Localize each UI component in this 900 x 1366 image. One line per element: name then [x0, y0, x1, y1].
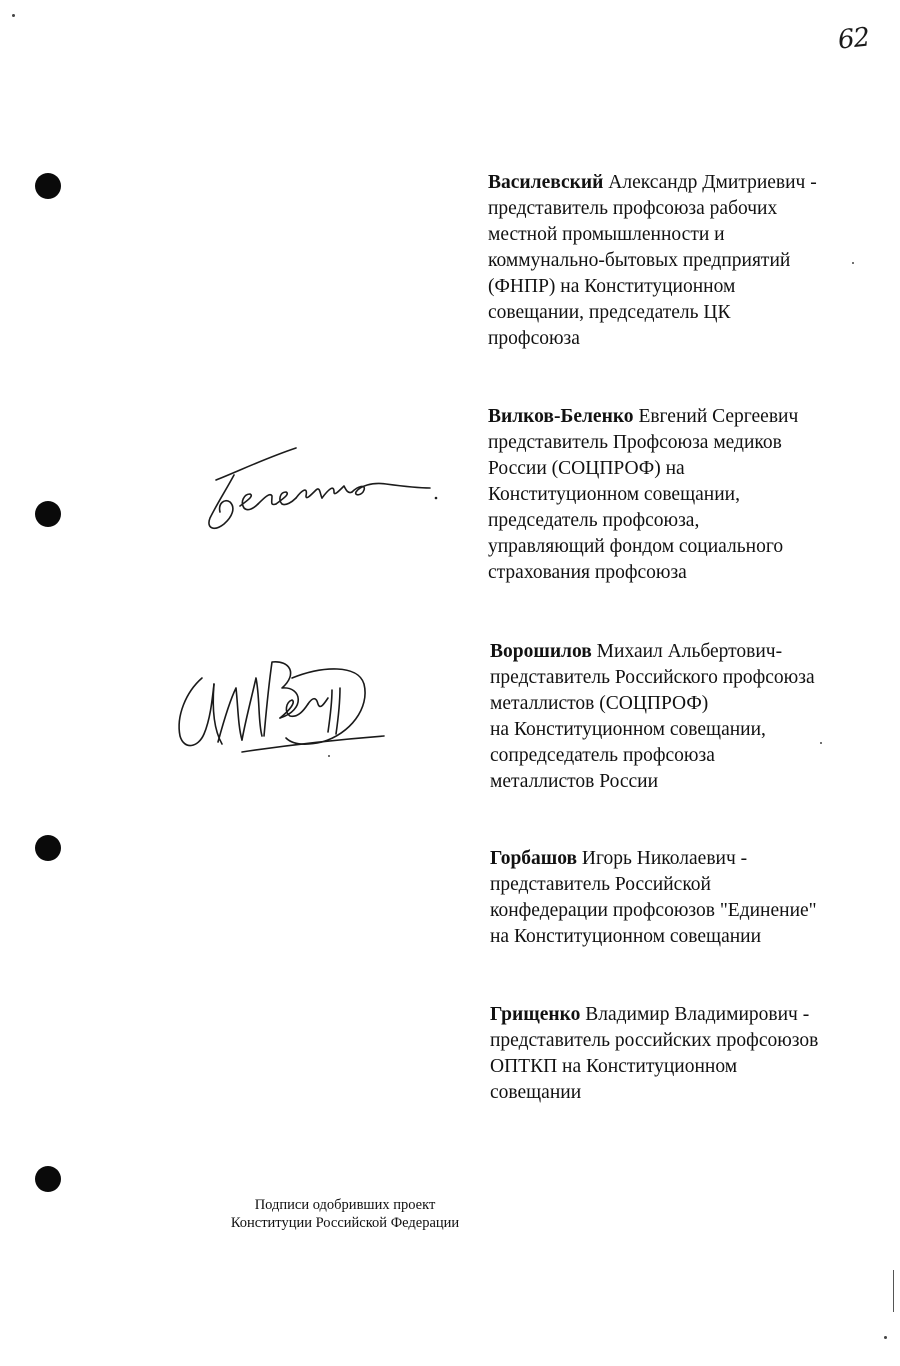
- footer-line: Конституции Российской Федерации: [230, 1215, 460, 1231]
- entry-line: профсоюза: [488, 328, 580, 349]
- entry-grishchenko: [490, 1002, 818, 1106]
- entry-line: сопредседатель профсоюза: [490, 745, 715, 766]
- entry-surname: Горбашов: [490, 848, 578, 869]
- entry-heading: [490, 639, 815, 665]
- entry-line: совещании: [490, 1082, 582, 1103]
- entry-line: совещании, председатель ЦК: [488, 302, 731, 323]
- entry-name: Владимир Владимирович -: [585, 1004, 810, 1025]
- scan-speck: [820, 742, 822, 744]
- entry-line: представитель Профсоюза медиков: [488, 432, 782, 453]
- entry-line: металлистов (СОЦПРОФ): [490, 693, 709, 714]
- entry-line: местной промышленности и: [488, 224, 725, 245]
- entry-heading: [490, 846, 817, 872]
- entry-name: Игорь Николаевич -: [581, 848, 748, 869]
- punch-hole: [35, 1166, 61, 1192]
- entry-line: председатель профсоюза,: [488, 510, 700, 531]
- entry-line: (ФНПР) на Конституционном: [488, 276, 736, 297]
- entry-line: страхования профсоюза: [488, 562, 687, 583]
- signature-voroshilov: [172, 648, 392, 768]
- entry-line: Конституционном совещании,: [488, 484, 740, 505]
- entry-surname: Ворошилов: [490, 641, 592, 662]
- scan-speck: [884, 1336, 887, 1339]
- page-number: 62: [836, 22, 871, 56]
- entry-line: на Конституционном совещании: [490, 926, 762, 947]
- entry-name: Александр Дмитриевич -: [608, 172, 817, 193]
- entry-line: представитель Российского профсоюза: [490, 667, 815, 688]
- entry-heading: [488, 404, 798, 430]
- entry-vasilevsky: [488, 170, 817, 352]
- entry-line: представитель российских профсоюзов: [490, 1030, 819, 1051]
- entry-line: ОПТКП на Конституционном: [490, 1056, 738, 1077]
- scan-speck: [12, 14, 15, 17]
- scan-speck: [328, 755, 330, 757]
- entry-vilkov-belenko: [488, 404, 798, 586]
- footer-caption: [190, 1196, 500, 1232]
- entry-line: на Конституционном совещании,: [490, 719, 766, 740]
- entry-line: России (СОЦПРОФ) на: [488, 458, 685, 479]
- entry-surname: Вилков-Беленко: [488, 406, 634, 427]
- entry-line: конфедерации профсоюзов "Единение": [490, 900, 817, 921]
- entry-line: металлистов России: [490, 771, 659, 792]
- footer-line: Подписи одобривших проект: [254, 1197, 436, 1213]
- punch-hole: [35, 173, 61, 199]
- entry-heading: [490, 1002, 818, 1028]
- entry-voroshilov: [490, 639, 815, 795]
- entry-line: коммунально-бытовых предприятий: [488, 250, 791, 271]
- edge-mark: [893, 1270, 894, 1312]
- entry-heading: [488, 170, 817, 196]
- entry-line: представитель Российской: [490, 874, 711, 895]
- entry-name: Михаил Альбертович-: [596, 641, 783, 662]
- entry-line: представитель профсоюза рабочих: [488, 198, 778, 219]
- entry-gorbashov: [490, 846, 817, 950]
- entry-surname: Василевский: [488, 172, 604, 193]
- punch-hole: [35, 835, 61, 861]
- signature-beleno: [196, 440, 446, 540]
- scan-speck: [852, 262, 854, 264]
- entry-line: управляющий фондом социального: [488, 536, 784, 557]
- entry-surname: Грищенко: [490, 1004, 581, 1025]
- entry-name: Евгений Сергеевич: [638, 406, 799, 427]
- punch-hole: [35, 501, 61, 527]
